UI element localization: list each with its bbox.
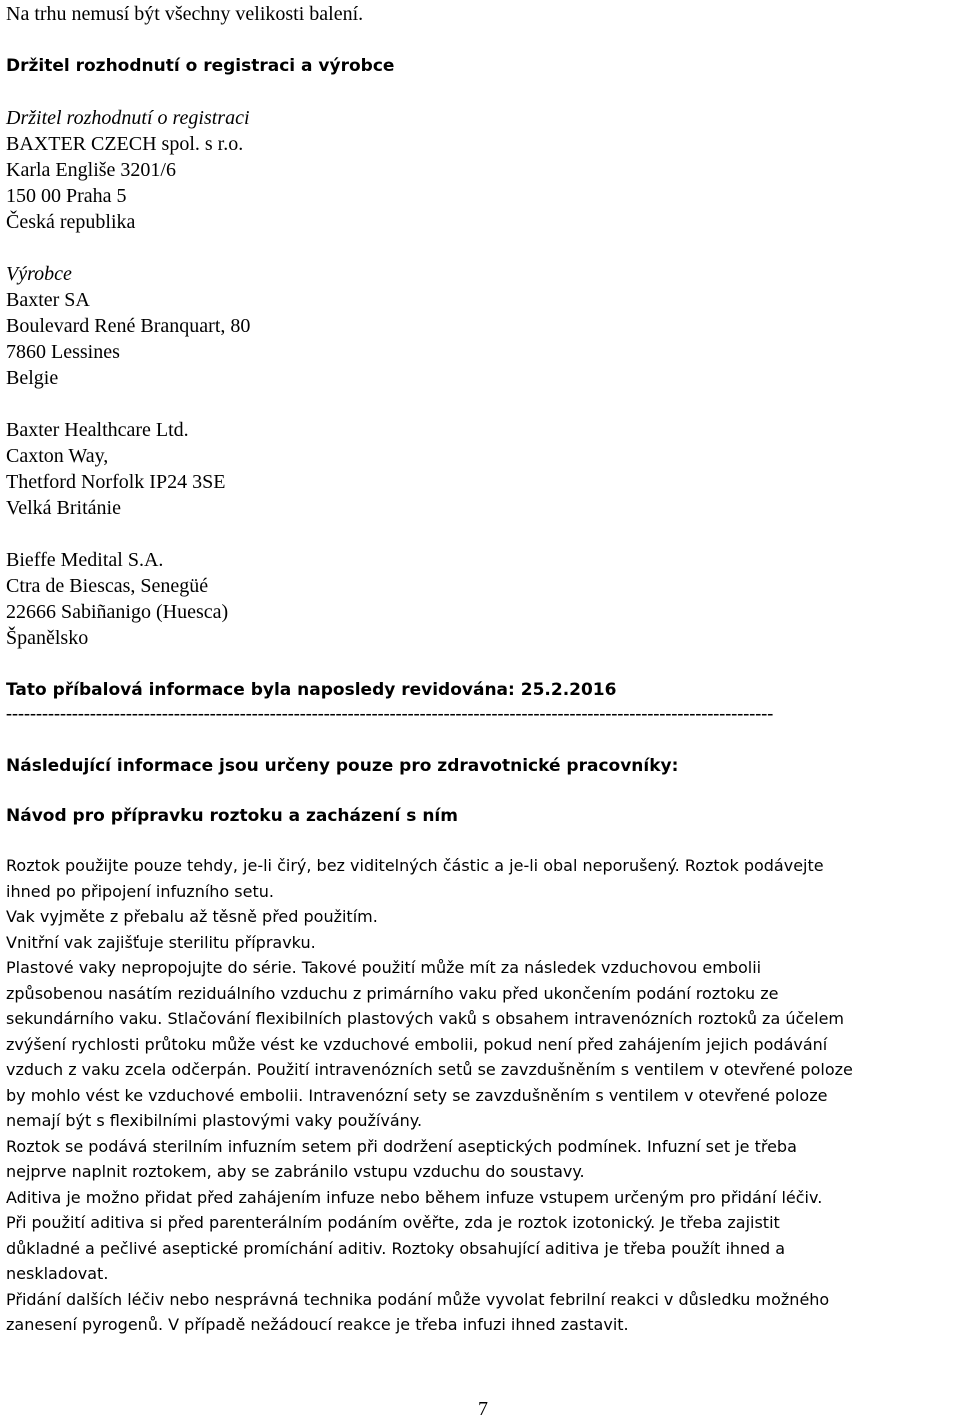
instructions-text (6, 853, 958, 1338)
manufacturer-line: Belgie (6, 367, 59, 389)
text-line: vzduch z vaku zcela odčerpán. Použití intravenózních setů se zavzdušněním s ventilem v otevřené poloze (6, 1060, 853, 1079)
text-line: Aditiva je možno přidat před zahájením infuze nebo během infuze vstupem určeným pro přidání léčiv. (6, 1187, 823, 1207)
document-page (6, 0, 958, 1338)
holder-line: Česká republika (6, 211, 136, 233)
holder-line: 150 00 Praha 5 (6, 185, 127, 207)
instruction-paragraph (6, 955, 958, 1134)
text-line: neskladovat. (6, 1264, 109, 1283)
instruction-paragraph (6, 930, 958, 956)
manufacturer-line: Ctra de Biescas, Senegüé (6, 575, 209, 597)
manufacturer-line: Baxter SA (6, 289, 90, 311)
pack-size-note: Na trhu nemusí být všechny velikosti balení. (6, 3, 364, 25)
text-line: sekundárního vaku. Stlačování flexibilních plastových vaků s obsahem intravenózních roztoků za účelem (6, 1009, 844, 1028)
instruction-paragraph (6, 1287, 958, 1338)
text-line: Plastové vaky nepropojujte do série. Takové použití může mít za následek vzduchovou embolii (6, 958, 762, 977)
page-number: 7 (478, 1398, 488, 1420)
text-line: Při použití aditiva si před parenterálním podáním ověřte, zda je roztok izotonický. Je třeba zajistit (6, 1213, 780, 1232)
manufacturer-line: Velká Británie (6, 497, 121, 519)
manufacturer-line: Thetford Norfolk IP24 3SE (6, 471, 226, 493)
text-line: důkladné a pečlivé aseptické promíchání aditiv. Roztoky obsahující aditiva je třeba použít ihned a (6, 1238, 786, 1258)
instructions-heading: Návod pro přípravku roztoku a zacházení s ním (6, 806, 458, 826)
text-line: Vnitřní vak zajišťuje sterilitu přípravku. (6, 932, 316, 952)
manufacturer-line: Bieffe Medital S.A. (6, 549, 164, 571)
marketing-authorisation-holder (6, 105, 958, 235)
holder-line: BAXTER CZECH spol. s r.o. (6, 133, 244, 155)
manufacturer-line: Španělsko (6, 627, 89, 649)
text-line: by mohlo vést ke vzduchové embolii. Intravenózní sety se zavzdušněním s ventilem v otevřené poloze (6, 1085, 828, 1105)
manufacturer-line: 7860 Lessines (6, 341, 120, 363)
holder-line: Karla Engliše 3201/6 (6, 159, 176, 181)
text-line: nemají být s flexibilními plastovými vaky používány. (6, 1111, 423, 1130)
holder-label: Držitel rozhodnutí o registraci (6, 107, 250, 129)
hcp-notice: Následující informace jsou určeny pouze pro zdravotnické pracovníky: (6, 756, 679, 776)
instruction-paragraph (6, 1210, 958, 1287)
instruction-paragraph (6, 1134, 958, 1185)
manufacturer-label: Výrobce (6, 263, 72, 285)
instruction-paragraph (6, 853, 958, 904)
text-line: způsobenou nasátím reziduálního vzduchu z primárního vaku před ukončením podání roztoku ze (6, 983, 779, 1003)
revision-date: Tato příbalová informace byla naposledy revidována: 25.2.2016 (6, 680, 617, 700)
manufacturer-line: 22666 Sabiñanigo (Huesca) (6, 601, 229, 623)
text-line: Přidání dalších léčiv nebo nesprávná technika podání může vyvolat febrilní reakci v důsledku možného (6, 1289, 830, 1309)
text-line: Roztok použijte pouze tehdy, je-li čirý, bez viditelných částic a je-li obal neporušený. Roztok podávejte (6, 856, 824, 875)
text-line: Vak vyjměte z přebalu až těsně před použitím. (6, 907, 378, 926)
manufacturer-line: Boulevard René Branquart, 80 (6, 315, 251, 337)
manufacturer-line: Caxton Way, (6, 445, 109, 467)
text-line: ihned po připojení infuzního setu. (6, 881, 274, 901)
manufacturer-block (6, 261, 958, 651)
text-line: Roztok se podává sterilním infuzním setem při dodržení aseptických podmínek. Infuzní set je třeba (6, 1136, 797, 1156)
text-line: zvýšení rychlosti průtoku může vést ke vzduchové embolii, pokud není před zahájením jejich podávání (6, 1034, 828, 1054)
text-line: zanesení pyrogenů. V případě nežádoucí reakce je třeba infuzi ihned zastavit. (6, 1315, 629, 1334)
separator-line: -------------------------------------------------------------------------------------------------------------------------------- (6, 703, 774, 723)
manufacturer-line: Baxter Healthcare Ltd. (6, 419, 189, 441)
instruction-paragraph (6, 904, 958, 930)
instruction-paragraph (6, 1185, 958, 1211)
section-heading: Držitel rozhodnutí o registraci a výrobce (6, 56, 395, 76)
text-line: nejprve naplnit roztokem, aby se zabránilo vstupu vzduchu do soustavy. (6, 1162, 585, 1181)
